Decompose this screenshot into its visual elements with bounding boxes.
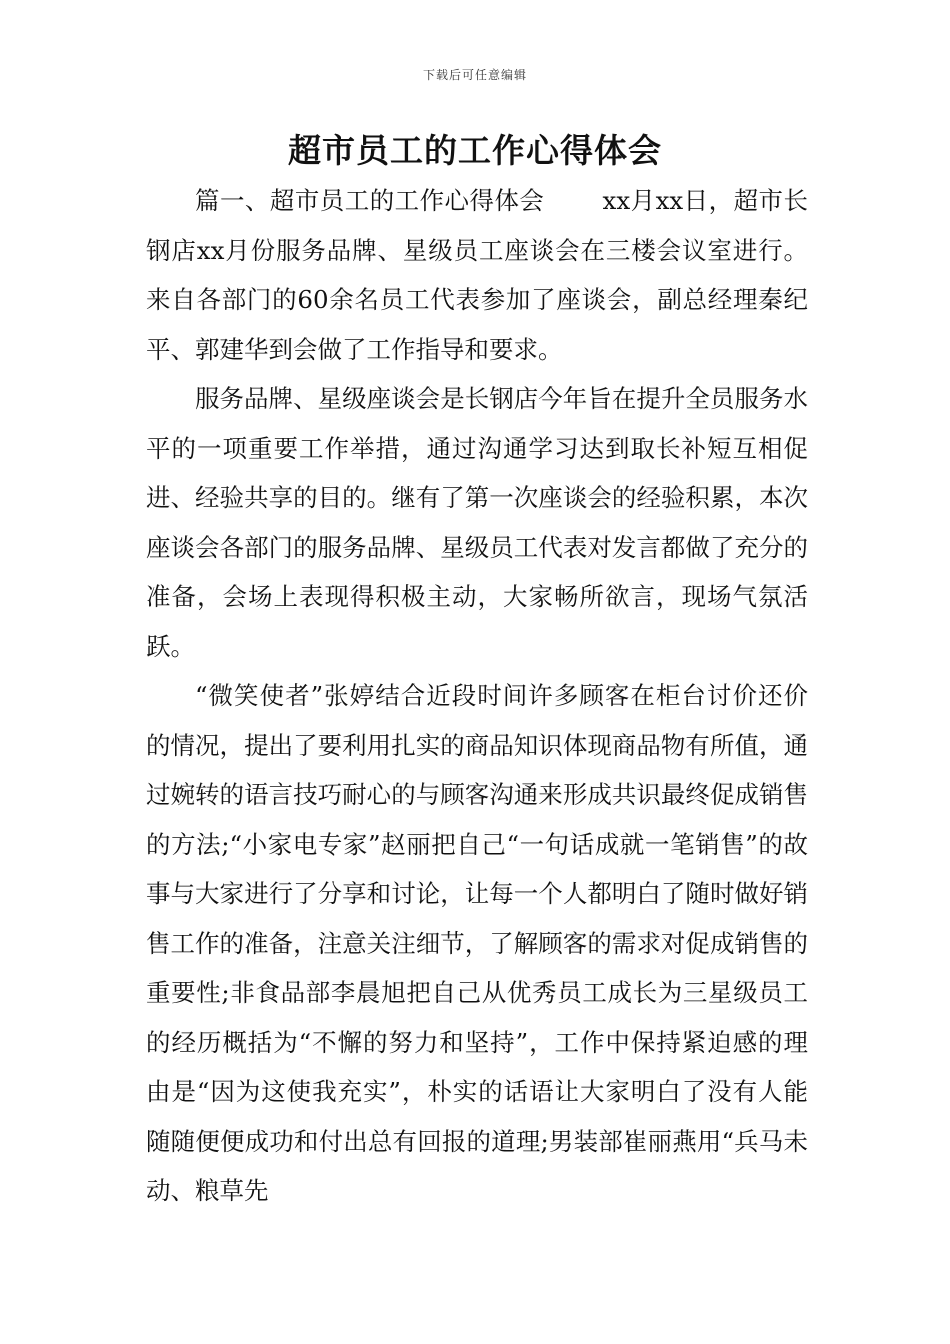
document-body bbox=[146, 176, 808, 1216]
paragraph-3: “微笑使者”张婷结合近段时间许多顾客在柜台讨价还价的情况，提出了要利用扎实的商品知识体现商品物有所值，通过婉转的语言技巧耐心的与顾客沟通来形成共识最终促成销售的方法;“小家电专家”赵丽把自己“一句话成就一笔销售”的故事与大家进行了分享和讨论，让每一个人都明白了随时做好销售工作的准备，注意关注细节，了解顾客的需求对促成销售的重要性;非食品部李晨旭把自己从优秀员工成长为三星级员工的经历概括为“不懈的努力和坚持”，工作中保持紧迫感的理由是“因为这使我充实”，朴实的话语让大家明白了没有人能随随便便成功和付出总有回报的道理;男装部崔丽燕用“兵马未动、粮草先 bbox=[146, 681, 808, 1205]
paragraph-1: 篇一、超市员工的工作心得体会 xx月xx日，超市长钢店xx月份服务品牌、星级员工座谈会在三楼会议室进行。来自各部门的60余名员工代表参加了座谈会，副总经理秦纪平、郭建华到会做了工作指导和要求。 bbox=[146, 186, 808, 364]
document-title: 超市员工的工作心得体会 bbox=[288, 131, 662, 170]
paragraph-2: 服务品牌、星级座谈会是长钢店今年旨在提升全员服务水平的一项重要工作举措，通过沟通学习达到取长补短互相促进、经验共享的目的。继有了第一次座谈会的经验积累，本次座谈会各部门的服务品牌、星级员工代表对发言都做了充分的准备，会场上表现得积极主动，大家畅所欲言，现场气氛活跃。 bbox=[146, 384, 808, 661]
header-note: 下载后可任意编辑 bbox=[422, 68, 527, 82]
